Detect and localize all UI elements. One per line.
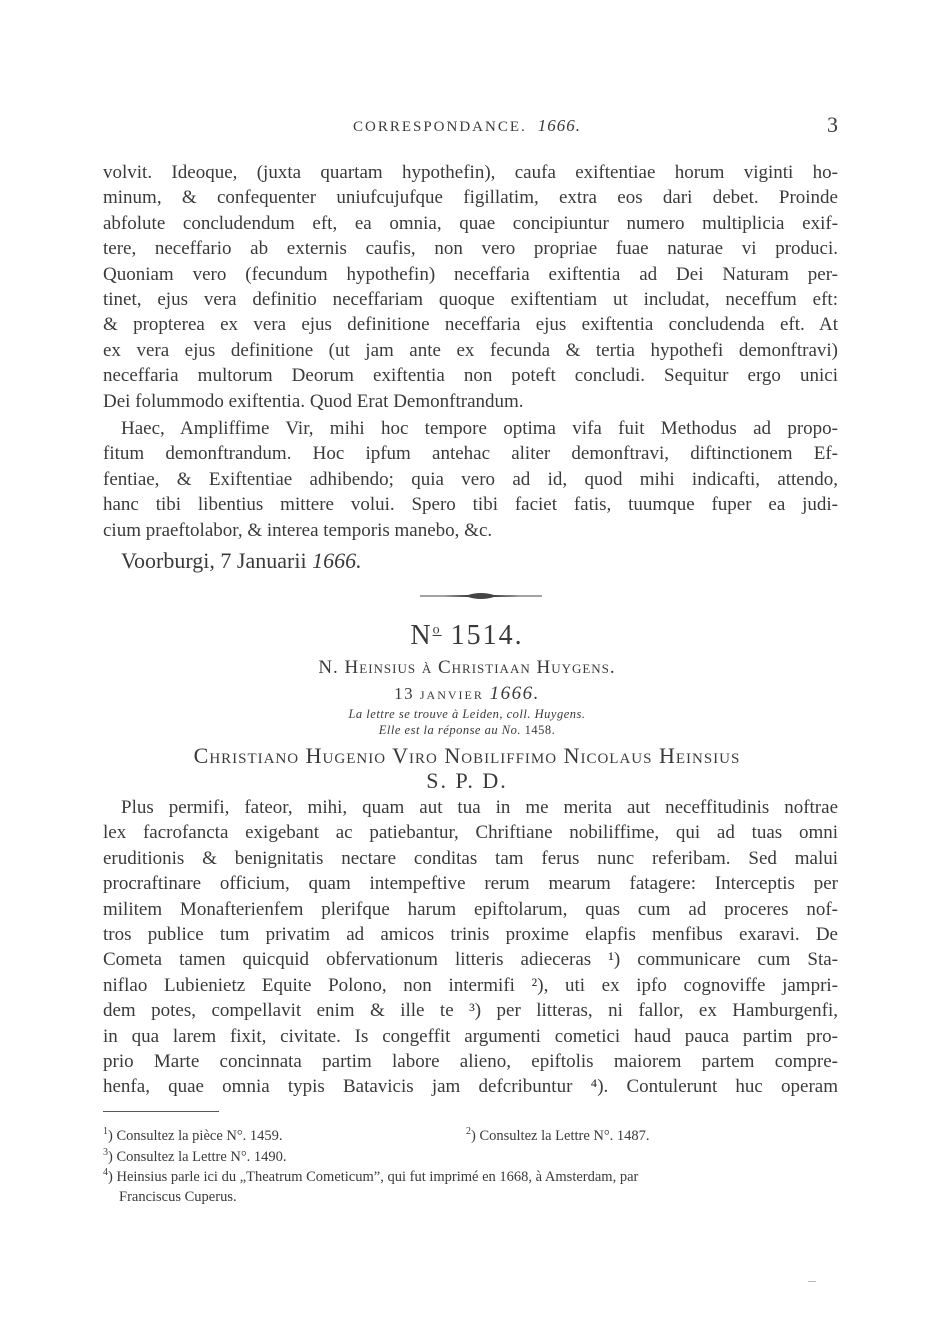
text-line: prio Marte concinnata partim labore alieno, epiftolis maiorem partem compre-	[103, 1051, 838, 1073]
footnote-2: $^2$) Consultez la Lettre N°. 1487.	[466, 1126, 650, 1144]
section-divider-ornament	[420, 590, 542, 602]
letter-date-year: 1666.	[489, 683, 540, 704]
footnote-4-continuation: Franciscus Cuperus.	[119, 1188, 237, 1205]
letter-reply-text: Elle est la réponse au No.	[378, 723, 521, 737]
text-line: militem Monafterienfem plerifque harum epiftolarum, quas cum ad proceres nof-	[103, 898, 838, 920]
text-line: tros publice tum privatim ad amicos trinis proxime elapfis menfibus exaravi. De	[103, 924, 838, 946]
letter-number-prefix: N	[410, 620, 433, 651]
text-line: cium praeftolabor, & interea temporis manebo, &c.	[103, 519, 493, 541]
footnote-1: $^1$) Consultez la pièce N°. 1459.	[103, 1126, 283, 1144]
text-line: Cometa tamen quicquid obfervationum litteris adieceras ¹) communicare cum Sta-	[103, 949, 838, 971]
text-line: Quoniam vero (fecundum hypothefin) neceffaria exiftentia ad Dei Naturam per-	[103, 263, 838, 285]
footnote-4-mark: 4	[103, 1167, 108, 1178]
footnote-divider	[103, 1111, 219, 1112]
letter-date-month: janvier	[419, 684, 484, 703]
letter-number-value: 1514.	[450, 620, 524, 651]
text-line: eruditionis & benignitatis nectare conditas tam ferus nunc referibam. Sed malui	[103, 847, 838, 869]
running-title: CORRESPONDANCE.	[352, 119, 527, 135]
text-line: henfa, quae omnia typis Batavicis jam defcribuntur ⁴). Contulerunt huc operam	[103, 1076, 838, 1098]
letter-reply-number: 1458.	[524, 723, 556, 737]
footnote-3-mark: 3	[103, 1147, 108, 1158]
text-line: niflao Lubienietz Equite Polono, non intermifi ²), uti ex ipfo cognoviffe jampri-	[103, 974, 838, 996]
footnote-1-text: Consultez la pièce N°. 1459.	[116, 1127, 283, 1144]
paragraph-1	[103, 160, 838, 414]
text-line: Dei folummodo exiftentia. Quod Erat Demonftrandum.	[103, 390, 524, 412]
text-line: neceffaria multorum Deorum exiftentia non poteft concludi. Sequitur ergo unici	[103, 365, 838, 387]
letter-location-note: La lettre se trouve à Leiden, coll. Huygens.	[348, 707, 586, 721]
footnote-4-text: Heinsius parle ici du „Theatrum Cometicum”, qui fut imprimé en 1668, à Amsterdam, par	[116, 1168, 639, 1185]
text-line: tere, neceffario ab externis caufis, non vero propriae fuae naturae vi produci.	[103, 238, 838, 260]
text-line: minum, & confequenter uniufcujufque figillatim, extra eos dari debet. Proinde	[103, 187, 838, 209]
letter-reply-note	[0, 723, 934, 738]
text-line: in qua larem fixit, civitate. Is congeffit argumenti cometici haud pauca partim pro-	[103, 1025, 838, 1047]
footnote-3-text: Consultez la Lettre N°. 1490.	[116, 1148, 287, 1165]
text-line: & propterea ex vera ejus definitione neceffaria ejus exiftentia concludenda eft. At	[103, 314, 838, 336]
text-line: ex vera ejus definitione (ut jam ante ex fecunda & tertia hypothefi demonftravi)	[103, 339, 838, 361]
text-line: Plus permifi, fateor, mihi, quam aut tua in me merita aut neceffitudinis noftrae	[121, 797, 838, 818]
footnote-4: $^4$) Heinsius parle ici du „Theatrum Cometicum”, qui fut imprimé en 1668, à Amsterdam, par Franciscus Cuperus.	[103, 1163, 838, 1207]
closing-place-date	[103, 546, 856, 576]
letter-parties: N. Heinsius à Christiaan Huygens.	[318, 657, 616, 678]
text-line: Haec, Ampliffime Vir, mihi hoc tempore optima vifa fuit Methodus ad propo-	[121, 418, 838, 439]
text-line: volvit. Ideoque, (juxta quartam hypothefin), caufa exiftentiae horum viginti ho-	[103, 162, 838, 183]
letter-salutation: Christiano Hugenio Viro Nobiliffimo Nicolaus Heinsius	[193, 743, 741, 768]
text-line: tinet, ejus vera definitio neceffariam quoque exiftentiam ut includat, neceffum eft:	[103, 289, 838, 311]
text-line: fentiae, & Exiftentiae adhibendo; quia vero ad id, quod mihi indicafti, attendo,	[103, 468, 838, 490]
paragraph-2	[103, 416, 838, 543]
letter-salutation-closing: S. P. D.	[426, 768, 508, 793]
footnote-3: $^3$) Consultez la Lettre N°. 1490.	[103, 1147, 287, 1165]
text-line: lex facrofancta exigebant ac patiebantur, Chriftiane nobiliffime, qui ad tuas omni	[103, 822, 838, 844]
text-line: procraftinare officium, quam intempeftive rerum mearum fatagere: Interceptis per	[103, 873, 838, 895]
footnote-1-mark: 1	[103, 1126, 108, 1137]
page-number: 3	[827, 112, 838, 137]
footnote-2-mark: 2	[466, 1126, 471, 1137]
running-year: 1666.	[537, 116, 582, 135]
footnote-2-text: Consultez la Lettre N°. 1487.	[479, 1127, 650, 1144]
text-line: fitum demonftrandum. Hoc ipfum antehac aliter demonftravi, diftinctionem Ef-	[103, 443, 838, 465]
page-mark	[808, 1281, 816, 1282]
letter-number	[0, 620, 934, 652]
text-line: hanc tibi libentius mittere volui. Spero tibi faciet fatis, tuumque fuper ea judi-	[103, 494, 838, 516]
paragraph-3	[103, 795, 838, 1100]
closing-text: Voorburgi, 7 Januarii	[121, 548, 307, 573]
closing-year: 1666.	[312, 548, 362, 573]
letter-date	[0, 683, 934, 705]
running-head	[0, 116, 934, 136]
text-line: dem potes, compellavit enim & ille te ³) per litteras, ni fallor, ex Hamburgenfi,	[103, 1000, 838, 1022]
letter-number-superscript: o	[432, 622, 442, 638]
letter-date-day: 13	[394, 684, 415, 703]
text-line: abfolute concludendum eft, ea omnia, quae concipiuntur numero multiplicia exif-	[103, 212, 838, 234]
